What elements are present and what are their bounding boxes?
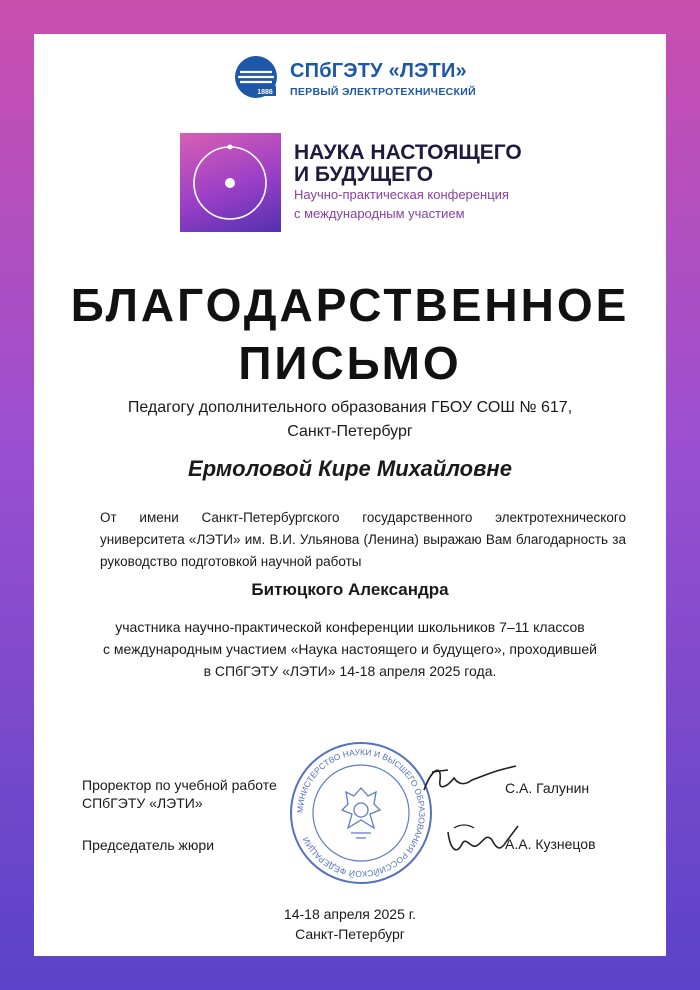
seal-ring-text: МИНИСТЕРСТВО НАУКИ И ВЫСШЕГО ОБРАЗОВАНИЯ РОССИЙСКОЙ ФЕДЕРАЦИИ	[294, 746, 428, 880]
recipient-name: Ермоловой Кире Михайловне	[188, 456, 512, 481]
footer	[34, 904, 666, 944]
university-subtitle: ПЕРВЫЙ ЭЛЕКТРОТЕХНИЧЕСКИЙ	[290, 86, 476, 98]
svg-text:МИНИСТЕРСТВО НАУКИ И ВЫСШЕГО О	[295, 747, 427, 880]
signer1-role-line2: СПбГЭТУ «ЛЭТИ»	[82, 795, 203, 811]
document-heading-line2: ПИСЬМО	[238, 337, 462, 389]
signer1-role	[82, 776, 277, 812]
body-paragraph-2-line1: участника научно-практической конференции школьников 7–11 классов	[115, 619, 585, 635]
orbit-icon	[180, 133, 281, 232]
signer1-name: С.А. Галунин	[505, 780, 590, 796]
conference-subtitle-line1: Научно-практическая конференция	[294, 187, 509, 202]
university-name: СПбГЭТУ «ЛЭТИ»	[290, 60, 467, 82]
recipient-position-line2: Санкт-Петербург	[287, 423, 413, 440]
conference-subtitle-line2: с международным участием	[294, 206, 465, 221]
footer-city: Санкт-Петербург	[295, 926, 405, 942]
body-paragraph-1: От имени Санкт-Петербургского государственного электротехнического университета «ЛЭТИ» им. В.И. Ульянова (Ленина) выражаю Вам благодарность за руководство подготовкой научной работы	[100, 510, 626, 569]
conference-title	[294, 142, 522, 186]
logo-year: 1886	[257, 89, 273, 96]
university-logo-icon	[232, 54, 282, 100]
footer-dates: 14-18 апреля 2025 г.	[283, 906, 417, 922]
conference-logo	[180, 133, 281, 232]
body-paragraph-2-line3: в СПбГЭТУ «ЛЭТИ» 14-18 апреля 2025 года.	[203, 663, 497, 679]
document-heading-line1: БЛАГОДАРСТВЕННОЕ	[70, 279, 630, 331]
recipient-position-line1: Педагогу дополнительного образования ГБОУ СОШ № 617,	[127, 399, 573, 416]
signer1-role-line1: Проректор по учебной работе	[82, 777, 277, 793]
signature-galunin	[418, 760, 518, 800]
conference-title-line1: НАУКА НАСТОЯЩЕГО	[294, 141, 522, 164]
body-paragraph-2	[34, 616, 666, 682]
signer2-name: А.А. Кузнецов	[505, 836, 596, 852]
body-paragraph-2-line2: с международным участием «Наука настоящего и будущего», проходившей	[103, 641, 597, 657]
official-seal-icon	[286, 738, 436, 888]
signer2-role: Председатель жюри	[82, 837, 215, 853]
conference-title-line2: И БУДУЩЕГО	[294, 163, 434, 186]
conference-subtitle	[294, 185, 509, 223]
student-name: Битюцкого Александра	[251, 580, 449, 599]
recipient-position	[34, 396, 666, 444]
